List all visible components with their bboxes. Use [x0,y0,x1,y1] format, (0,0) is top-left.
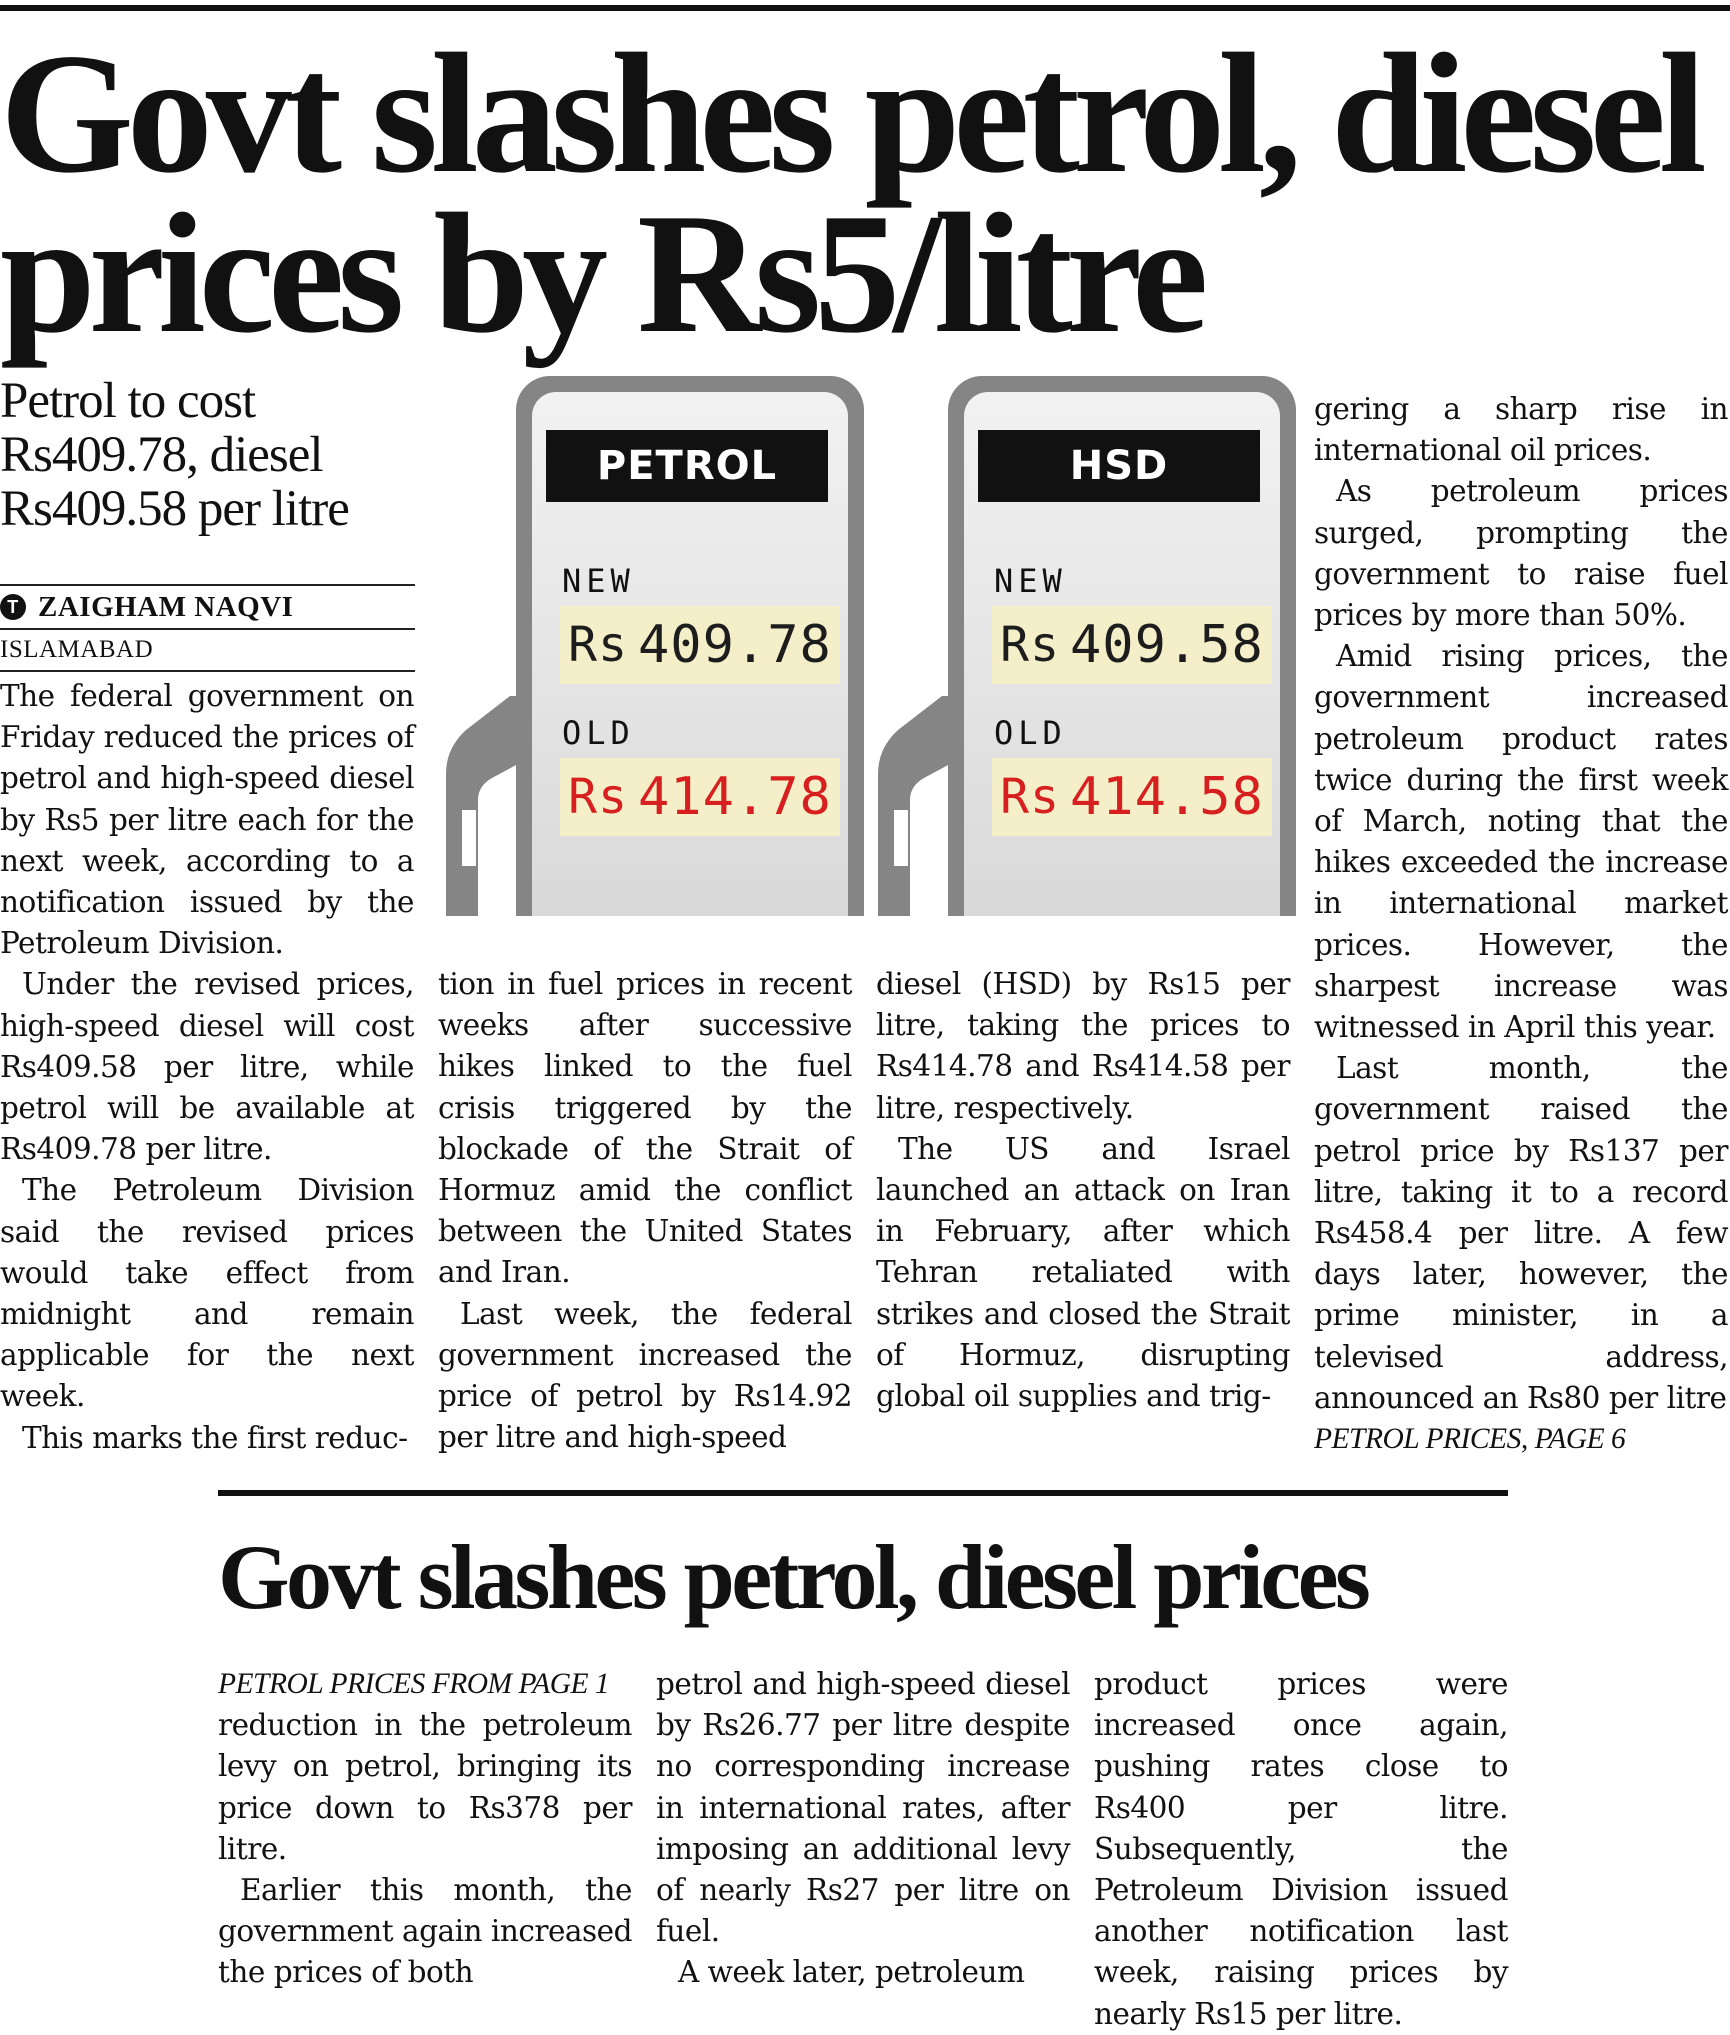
fuel-nozzle-icon [870,690,950,916]
paragraph: reduction in the petroleum levy on petrol, bringing its price down to Rs378 per litre. [218,1708,632,1866]
continuation-column-2 [656,1664,1070,1994]
continuation-column-1 [218,1664,632,1994]
paragraph: Under the revised prices, high-speed diesel will cost Rs409.58 per litre, while petrol will be available at Rs409.78 per litre. [0,967,414,1167]
headline-line-1: Govt slashes petrol, diesel [0,19,1700,209]
article-column-4 [1314,389,1728,1460]
headline-line-2: prices by Rs5/litre [0,179,1202,369]
paragraph: diesel (HSD) by Rs15 per litre, taking the prices to Rs414.78 and Rs414.58 per litre, respectively. [876,967,1290,1125]
publication-logo-icon: T [0,594,26,620]
paragraph: This marks the first reduc- [22,1420,408,1455]
paragraph: Amid rising prices, the government increased petroleum product rates twice during the first week of March, noting that the hikes exceeded the increase in international market prices. However, the sharpest increase was witnessed in April this year. [1314,639,1728,1045]
continuation-headline: Govt slashes petrol, diesel prices [218,1526,1368,1628]
deck [0,374,410,536]
jump-reference-link[interactable]: PETROL PRICES, PAGE 6 [1314,1423,1626,1456]
paragraph: Last week, the federal government increased the price of petrol by Rs14.92 per litre and high-speed [438,1296,852,1455]
paragraph: Last month, the government raised the petrol price by Rs137 per litre, taking it to a record Rs458.4 per litre. A few days later, however, the prime minister, in a televised address, announced an Rs80 per litre [1314,1051,1728,1415]
old-price-display [992,758,1272,836]
deck-line-1: Petrol to cost [0,373,256,429]
main-headline [0,19,1720,369]
old-price-value: 414.78 [637,767,832,827]
continuation-column-3 [1094,1664,1508,2035]
new-price-label: NEW [562,562,635,600]
currency: Rs [568,617,628,673]
article-column-3 [876,964,1290,1417]
jump-reference-link[interactable]: PETROL PRICES FROM PAGE 1 [218,1668,610,1700]
paragraph: product prices were increased once again, pushing rates close to Rs400 per litre. Subsequently, the Petroleum Division issued another notification last week, raising prices by nearly Rs15 per litre. [1094,1667,1508,2031]
new-price-display [992,606,1272,684]
byline-box [0,584,415,672]
new-price-value: 409.58 [1069,615,1264,675]
pump-label: HSD [978,430,1260,502]
paragraph: petrol and high-speed diesel by Rs26.77 per litre despite no corresponding increase in international rates, after imposing an additional levy of nearly Rs27 per litre on fuel. [656,1667,1070,1949]
petrol-pump [516,376,864,916]
deck-line-3: Rs409.58 per litre [0,481,349,537]
byline-rule [0,670,415,672]
fuel-nozzle-icon [438,690,518,916]
old-price-value: 414.58 [1069,767,1264,827]
pump-label: PETROL [546,430,828,502]
byline-name: ZAIGHAM NAQVI [38,590,294,623]
currency: Rs [568,769,628,825]
old-price-label: OLD [562,714,635,752]
paragraph: A week later, petroleum [678,1955,1025,1990]
article-column-2 [438,964,852,1458]
currency: Rs [1000,769,1060,825]
old-price-display [560,758,840,836]
top-rule [0,5,1730,11]
paragraph: The Petroleum Division said the revised prices would take effect from midnight and remain applicable for the next week. [0,1173,414,1414]
paragraph: Earlier this month, the government again increased the prices of both [218,1873,632,1990]
paragraph: gering a sharp rise in international oil prices. [1314,392,1728,468]
currency: Rs [1000,617,1060,673]
paragraph: The federal government on Friday reduced the prices of petrol and high-speed diesel by Rs5 per litre each for the next week, according to a notification issued by the Petroleum Division. [0,679,414,961]
paragraph: As petroleum prices surged, prompting the government to raise fuel prices by more than 50%. [1314,474,1728,633]
paragraph: tion in fuel prices in recent weeks after successive hikes linked to the fuel crisis triggered by the blockade of the Strait of Hormuz amid the conflict between the United States and Iran. [438,967,852,1290]
section-rule [218,1490,1508,1496]
byline [0,586,415,628]
article-column-1 [0,676,414,1459]
old-price-label: OLD [994,714,1067,752]
paragraph: The US and Israel launched an attack on Iran in February, after which Tehran retaliated with strikes and closed the Strait of Hormuz, disrupting global oil supplies and trig- [876,1131,1290,1414]
dateline: ISLAMABAD [0,636,154,663]
new-price-display [560,606,840,684]
deck-line-2: Rs409.78, diesel [0,427,323,483]
new-price-label: NEW [994,562,1067,600]
hsd-pump [948,376,1296,916]
new-price-value: 409.78 [637,615,832,675]
